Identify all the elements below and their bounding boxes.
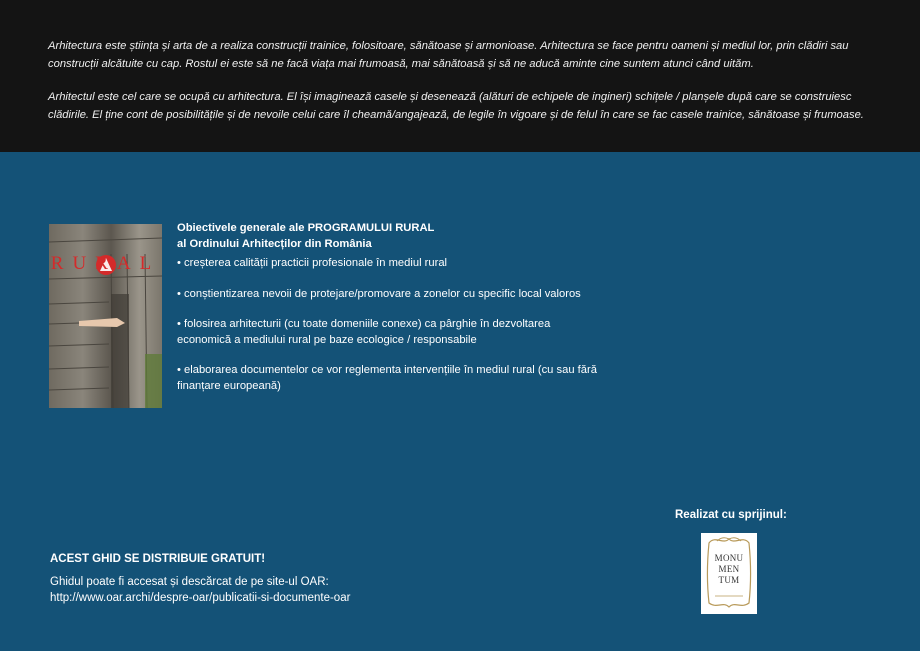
support-label: Realizat cu sprijinul:: [675, 509, 787, 521]
objective-item: • conștientizarea nevoii de protejare/promovare a zonelor cu specific local valoros: [177, 287, 581, 300]
intro-paragraph-architect: Arhitectul este cel care se ocupă cu arhitectura. El își imaginează casele și desenează (alături de echipele de ingineri) schițele / planșele după care se construiesc clădirile. El ține cont de posibilitățile și de nevoile celui care îl cheamă/angajează, de legile în vigoare și de felul în care se fac casele trainice, sănătoase și frumoase.: [48, 91, 864, 121]
logo-line: MONU: [714, 553, 744, 563]
objective-item: • folosirea arhitecturii (cu toate domeniile conexe) ca pârghie în dezvoltarea economică a mediului rural pe baze ecologice / responsabile: [177, 318, 551, 346]
objectives-title-line1: Obiectivele generale ale PROGRAMULUI RURAL: [177, 222, 435, 234]
rural-cover-image: [49, 224, 162, 408]
objectives-title-line2: al Ordinului Arhitecților din România: [177, 237, 372, 250]
objectives-list: [177, 256, 597, 394]
objective-item: • creșterea calității practicii profesionale în mediul rural: [177, 257, 448, 269]
download-info: [50, 575, 550, 606]
download-link[interactable]: http://www.oar.archi/despre-oar/publicatii-si-documente-oar: [50, 591, 351, 604]
objectives-title: [177, 221, 597, 252]
cover-illustration: [49, 224, 162, 408]
logo-line: MEN: [718, 564, 740, 574]
intro-band: [0, 0, 920, 152]
monumentum-logo: [701, 533, 757, 614]
logo-wordmark: [701, 553, 757, 586]
intro-paragraph-architecture: Arhitectura este știința și arta de a realiza construcții trainice, folositoare, sănătoase și armonioase. Arhitectura se face pentru oameni și mediul lor, prin clădiri sau construcții alcătuite cu cap. Rostul ei este să ne facă viața mai frumoasă, mai sănătoasă și să ne aducă aminte cine suntem atunci când uităm.: [48, 40, 849, 70]
objective-item: • elaborarea documentelor ce vor reglementa intervențiile în mediul rural (cu sau fără finanțare europeană): [177, 364, 597, 392]
free-distribution-headline: ACEST GHID SE DISTRIBUIE GRATUIT!: [50, 553, 266, 565]
cover-title: RURAL: [50, 253, 161, 274]
rural-program-objectives: [177, 221, 597, 409]
download-text: Ghidul poate fi accesat și descărcat de pe site-ul OAR:: [50, 576, 329, 588]
logo-line: TUM: [718, 575, 740, 585]
